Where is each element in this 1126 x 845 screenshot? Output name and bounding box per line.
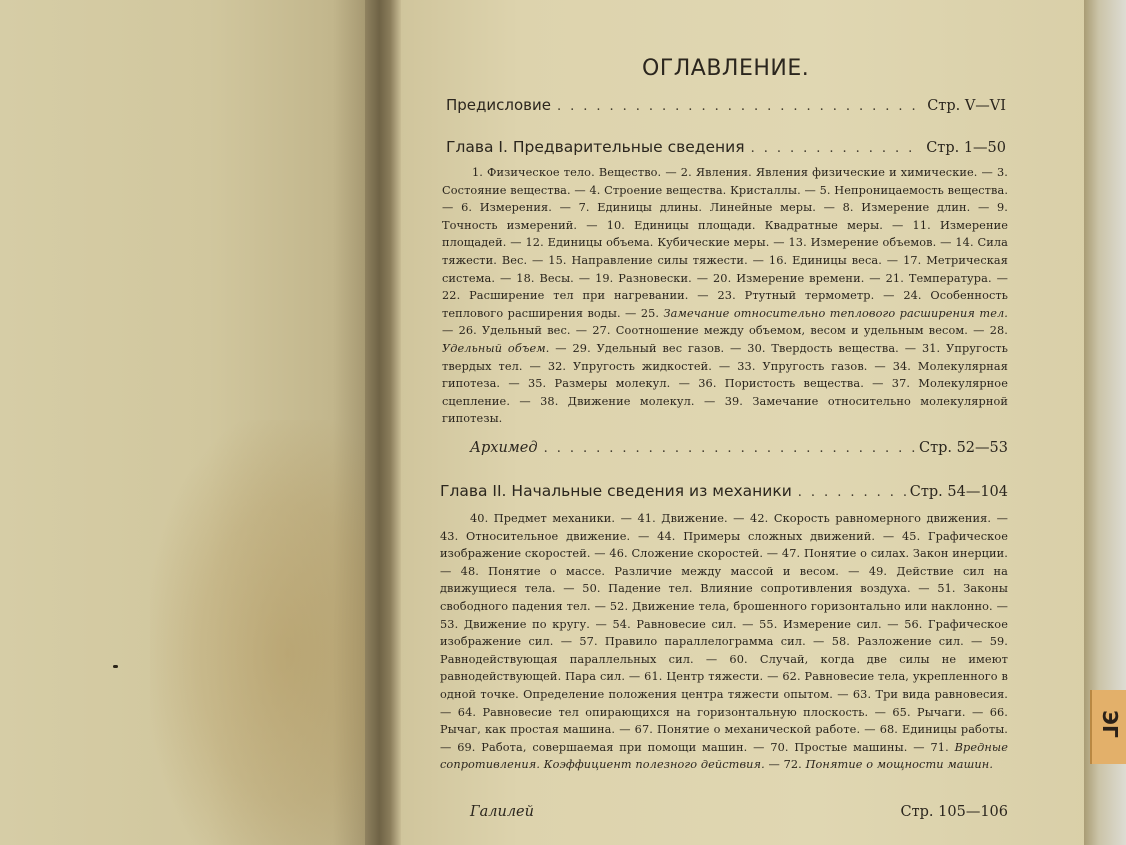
toc-entry-pages: Стр. V—VI [927,98,1006,114]
toc-entry-archimedes [470,440,1008,464]
bookmark-tab-label: ЭГ [1098,710,1122,738]
toc-entry-title: Галилей [470,804,534,820]
chapter-1-contents: 1. Физическое тело. Вещество. — 2. Явления. Явления физические и химические. — 3. Состояние вещества. — 4. Строение вещества. Кристаллы. — 5. Непроницаемость вещества. — 6. Измерения. — 7. Единицы длины. Линейные меры. — 8. Измерение длин. — 9. Точность измерений. — 10. Единицы площади. Квадратные меры. — 11. Измерение площадей. — 12. Единицы объема. Кубические меры. — 13. Измерение объемов. — 14. Сила тяжести. Вес. — 15. Направление силы тяжести. — 16. Единицы веса. — 17. Метрическая система. — 18. Весы. — 19. Разновески. — 20. Измерение времени. — 21. Температура. — 22. Расширение тел при нагревании. — 23. Ртутный термометр. — 24. Особенность теплового расширения воды. — 25. Замечание относительно теплового расширения тел. — 26. Удельный вес. — 27. Соотношение между объемом, весом и удельным весом. — 28. Удельный объем. — 29. Удельный вес газов. — 30. Твердость вещества. — 31. Упругость твердых тел. — 32. Упругость жидкостей. — 33. Упругость газов. — 34. Молекулярная гипотеза. — 35. Размеры молекул. — 36. Пористость вещества. — 37. Молекулярное сцепление. — 38. Движение молекул. — 39. Замечание относительно молекулярной гипотезы. [442,166,1009,426]
toc-entry-chapter-1 [446,138,1006,162]
toc-entry-pages: Стр. 105—106 [900,804,1008,820]
toc-entry-preface [446,96,1006,120]
toc-entry-title: Предисловие [446,96,551,114]
leader-dots [538,441,915,456]
toc-entry-pages: Стр. 54—104 [909,484,1008,500]
toc-entry-pages: Стр. 1—50 [926,140,1006,156]
chapter-2-contents: 40. Предмет механики. — 41. Движение. — 42. Скорость равномерного движения. — 43. Относительное движение. — 44. Примеры сложных движений. — 45. Графическое изображение скоростей. — 46. Сложение скоростей. — 47. Понятие о силах. Закон инерции. — 48. Понятие о массе. Различие между массой и весом. — 49. Действие сил на движущиеся тела. — 50. Падение тел. Влияние сопротивления воздуха. — 51. Законы свободного падения тел. — 52. Движение тела, брошенного горизонтально или наклонно. — 53. Движение по кругу. — 54. Равновесие сил. — 55. Измерение сил. — 56. Графическое изображение сил. — 57. Правило параллелограмма сил. — 58. Разложение сил. — 59. Равнодействующая параллельных сил. — 60. Случай, когда две силы не имеют равнодействующей. Пара сил. — 61. Центр тяжести. — 62. Равновесие тела, укрепленного в одной точке. Определение положения центра тяжести опытом. — 63. Три вида равновесия. — 64. Равновесие тел опирающихся на горизонтальную плоскость. — 65. Рычаги. — 66. Рычаг, как простая машина. — 67. Понятие о механической работе. — 68. Единицы работы. — 69. Работа, совершаемая при помощи машин. — 70. Простые машины. — 71. Вредные сопротивления. Коэффициент полезного действия. — 72. Понятие о мощности машин. [440,512,1008,772]
leader-dots [792,485,906,500]
toc-title: ОГЛАВЛЕНИЕ. [642,56,810,81]
leader-dots [745,141,923,156]
toc-entry-title: Архимед [470,440,538,456]
toc-entry-title: Глава I. Предварительные сведения [446,138,745,156]
toc-entry-chapter-2 [440,482,1008,506]
toc-entry-title: Глава II. Начальные сведения из механики [440,482,792,500]
toc-entry-pages: Стр. 52—53 [918,440,1008,456]
toc-entry-galileo [470,804,1008,828]
leader-dots [551,99,923,114]
